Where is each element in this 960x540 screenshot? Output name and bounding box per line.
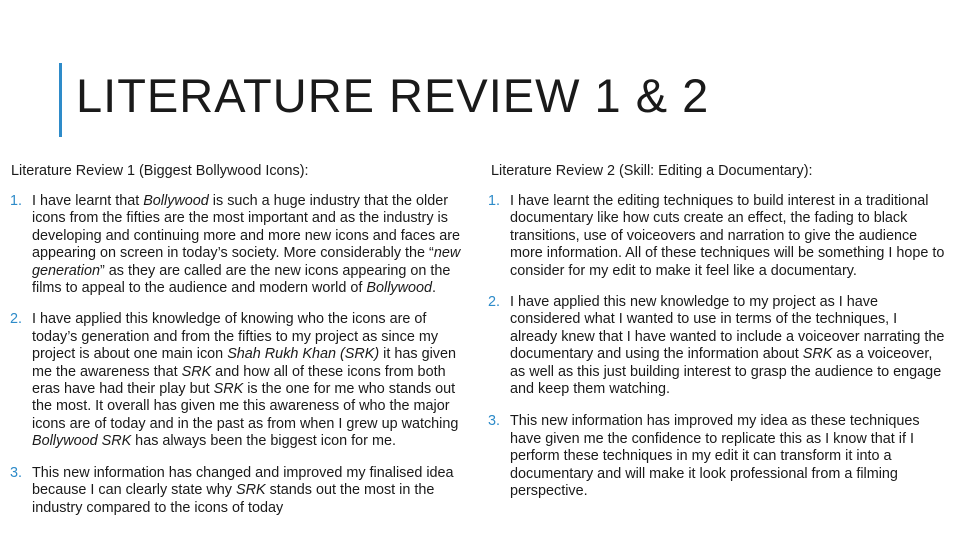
emphasis-text: Bollywood: [366, 280, 432, 297]
left-column: [10, 163, 462, 531]
right-column: [488, 163, 948, 515]
emphasis-text: SRK: [181, 363, 212, 380]
text-run: has always been the biggest icon for me.: [131, 433, 396, 450]
left-heading: Literature Review 1 (Biggest Bollywood Icons):: [11, 163, 309, 179]
left-list-item: [10, 311, 462, 450]
item-text: [32, 193, 460, 296]
text-run: is such a huge industry that the older icons from the fifties are the most important and as the industry is developing and continuing more and more new icons and faces are appearing on screen in today’s society. More considerably the “: [32, 193, 460, 262]
emphasis-text: Shah Rukh Khan (SRK): [227, 346, 380, 363]
item-number: 3.: [10, 464, 23, 481]
item-number: 1.: [10, 193, 23, 209]
right-list-item: [488, 193, 948, 280]
item-number: 3.: [488, 413, 501, 430]
item-number: 2.: [488, 294, 501, 311]
right-list-item: [488, 413, 948, 500]
text-run: I have applied this knowledge of knowing who the icons are of today’s generation and from the fifties to my project as since my project is about one main icon: [32, 311, 439, 363]
text-run: This new information has changed and improved my finalised idea because I can clearly state why: [32, 464, 454, 499]
item-text: [510, 294, 944, 397]
item-text: [32, 311, 458, 449]
item-text: [510, 193, 944, 279]
left-list: [10, 193, 462, 517]
left-list-item: [10, 465, 462, 517]
text-run: ” as they are called are the new icons appearing on the films to appeal to the audience and modern world of: [32, 262, 451, 297]
slide-title: LITERATURE REVIEW 1 & 2: [76, 69, 710, 122]
emphasis-text: new generation: [32, 245, 461, 279]
right-list-item: [488, 294, 948, 398]
text-run: it has given me the awareness that: [32, 346, 456, 380]
text-run: as a voiceover, as well as this just building interest to grasp the audience to engage and keep them watching.: [510, 346, 942, 398]
text-run: I have learnt the editing techniques to build interest in a traditional documentary like how cuts create an effect, the fading to black transitions, use of voiceovers and narration to give the audience more information. All of these techniques will be something I hope to consider for my edit to make it feel like a documentary.: [510, 193, 945, 279]
item-text: [510, 413, 920, 499]
emphasis-text: SRK: [235, 482, 266, 499]
right-heading: Literature Review 2 (Skill: Editing a Documentary):: [491, 163, 813, 179]
text-run: I have applied this new knowledge to my project as I have considered what I wanted to use in terms of the techniques, I already knew that I have wanted to include a voiceover narrating the documentary and using the information about: [510, 294, 945, 363]
title-accent-bar: [59, 63, 62, 137]
text-run: I have learnt that: [32, 193, 144, 209]
emphasis-text: Bollywood: [143, 193, 209, 209]
right-list: [488, 193, 948, 501]
text-run: This new information has improved my idea as these techniques have given me the confidence to replicate this as I know that if I perform these techniques in my edit it can transform it into a documentary and will make it look professional from a filming perspective.: [510, 413, 920, 500]
emphasis-text: SRK: [802, 346, 833, 363]
text-run: .: [432, 280, 436, 297]
item-number: 2.: [10, 311, 23, 328]
text-run: is the one for me who stands out the most. It overall has given me this awareness of who the major icons are of today and in the past as from when I grew up watching: [32, 381, 459, 432]
text-run: and how all of these icons from both eras have had their play but: [32, 363, 446, 398]
item-number: 1.: [488, 193, 501, 209]
item-text: [32, 465, 454, 516]
text-run: stands out the most in the industry compared to the icons of today: [32, 482, 435, 516]
emphasis-text: SRK: [213, 381, 244, 398]
emphasis-text: Bollywood SRK: [32, 433, 132, 450]
left-list-item: [10, 193, 462, 297]
